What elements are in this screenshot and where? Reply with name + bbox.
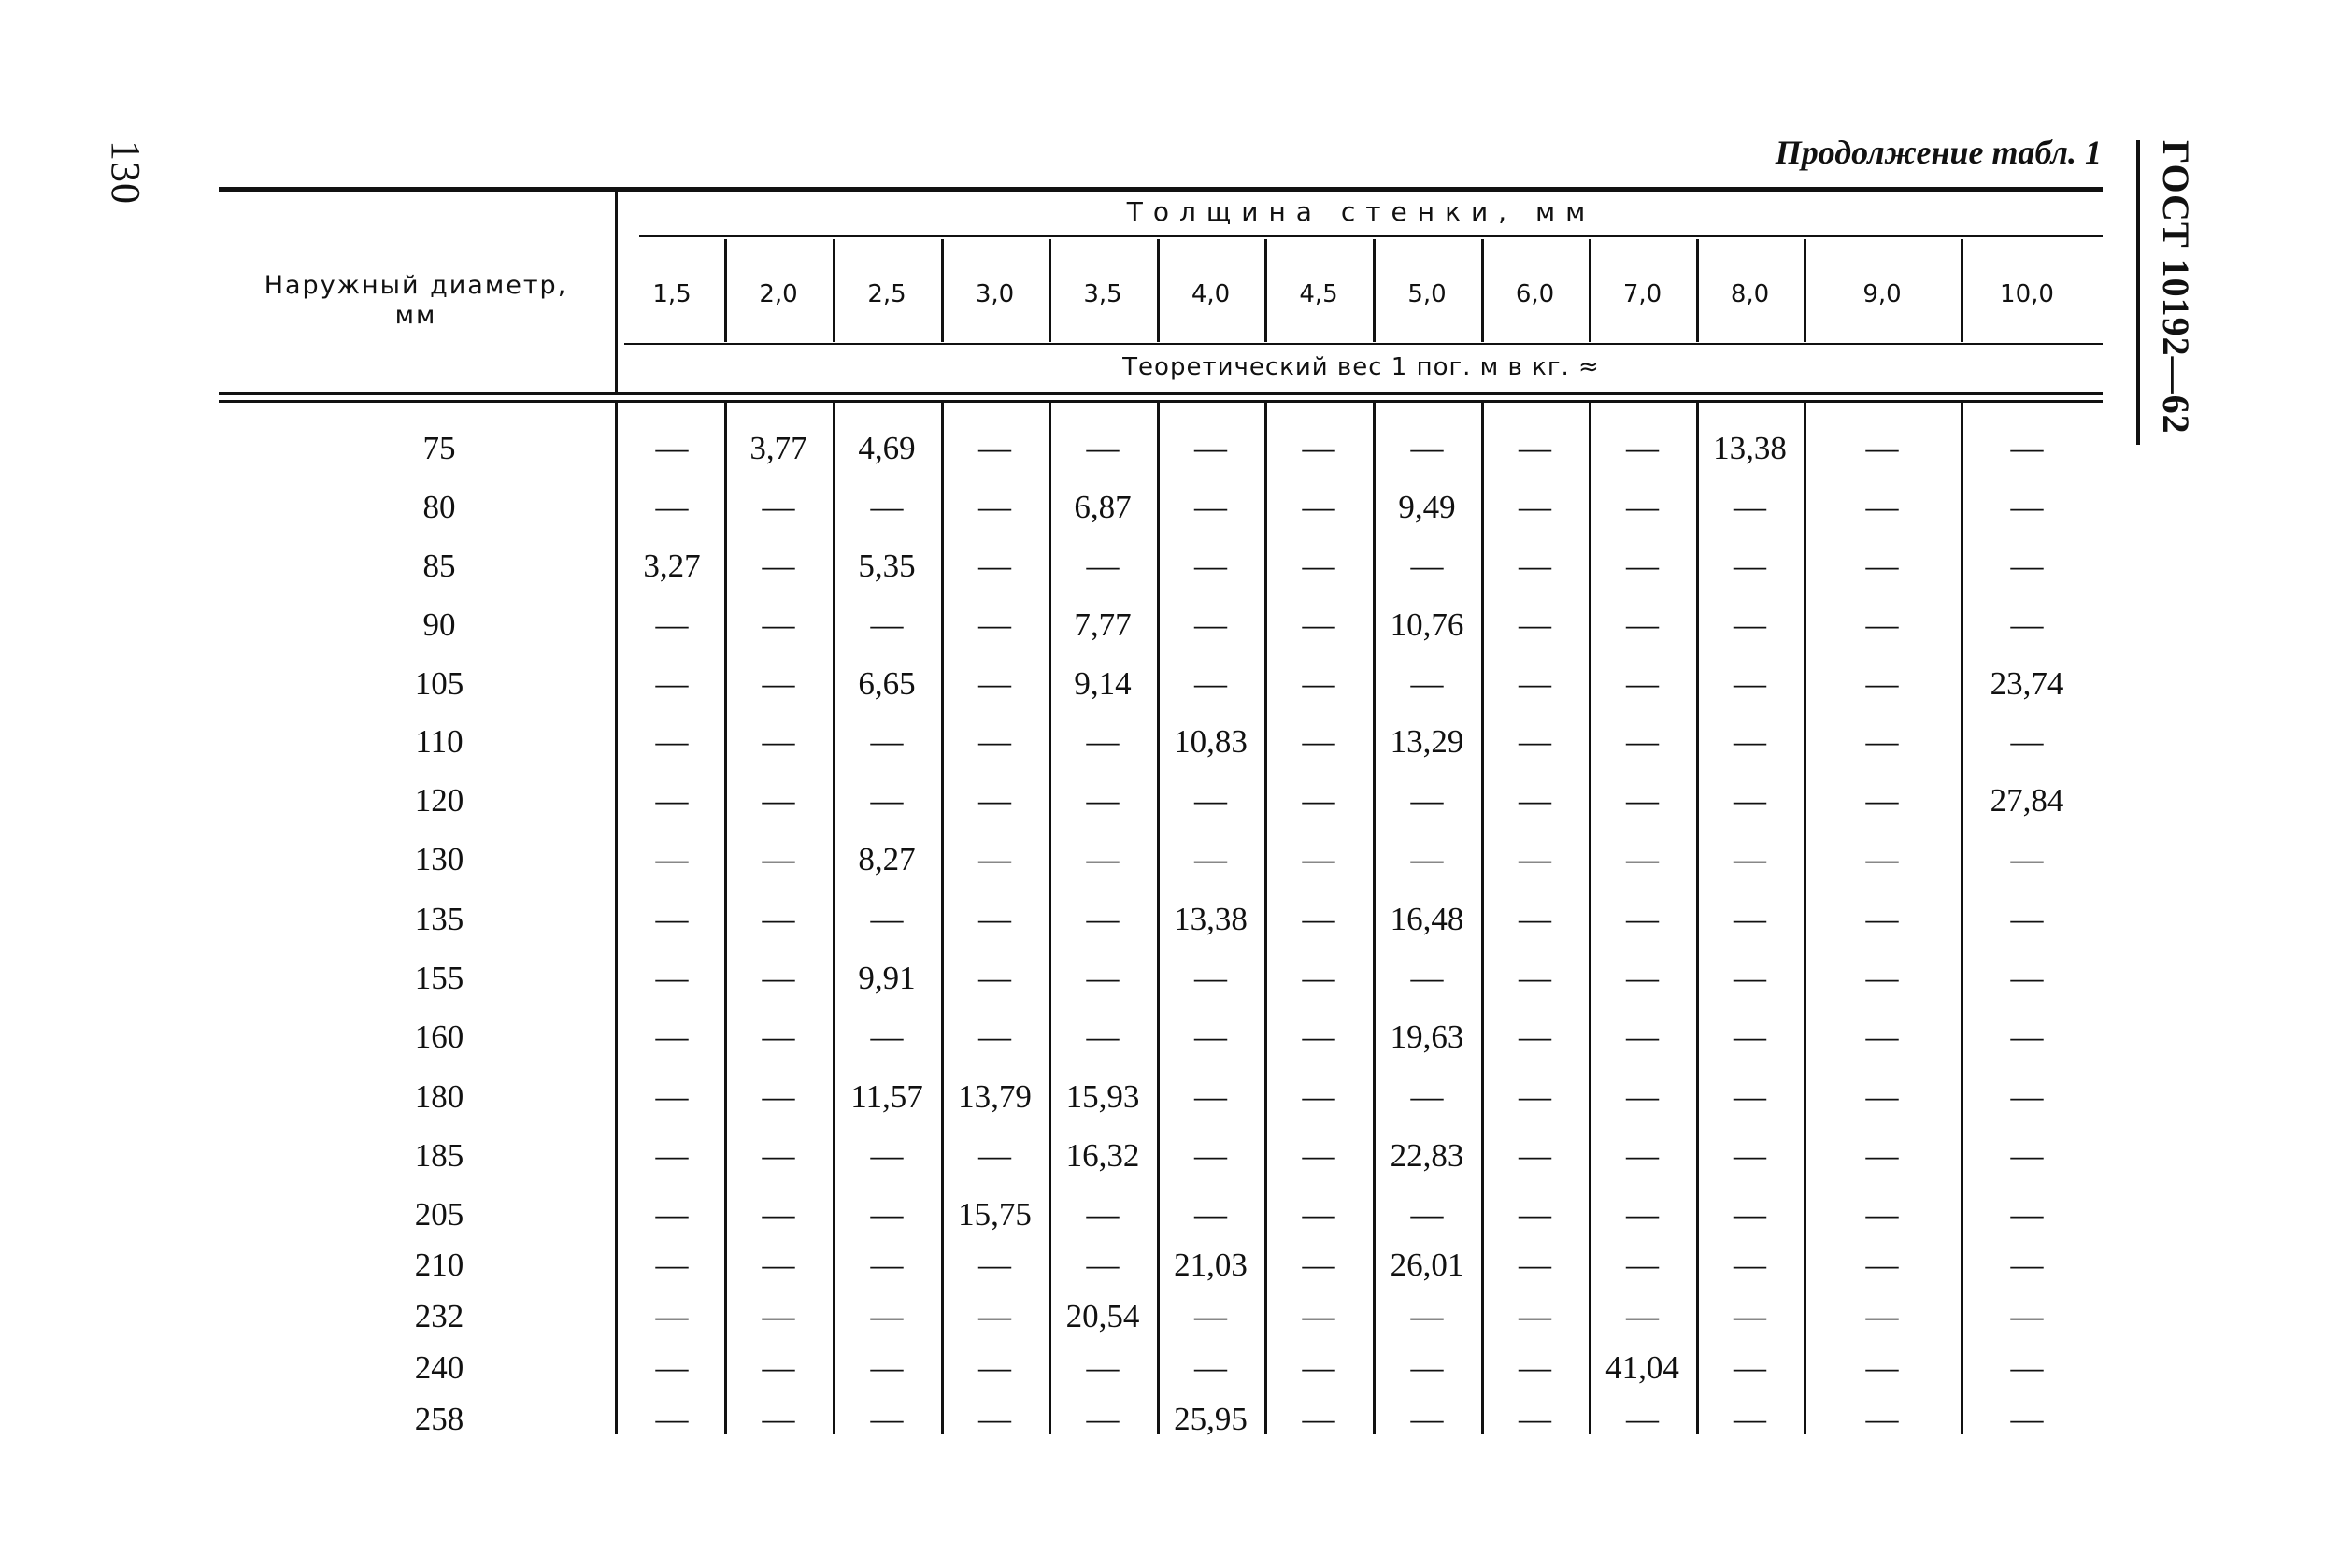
- table-cell: —: [655, 901, 689, 937]
- table-cell: 5,35: [858, 548, 916, 584]
- table-cell: —: [1302, 606, 1335, 643]
- table-cell: —: [2010, 1298, 2044, 1334]
- table-cell: 10,83: [1174, 723, 1248, 760]
- table-cell: —: [762, 1137, 795, 1174]
- table-cell: —: [655, 1401, 689, 1437]
- table-cell: 6,87: [1074, 489, 1132, 525]
- table-cell: —: [655, 1298, 689, 1334]
- table-cell: —: [1519, 1298, 1551, 1334]
- table-cell: —: [1410, 1196, 1444, 1233]
- table-cell: —: [1865, 1019, 1899, 1055]
- table-cell: —: [1086, 548, 1120, 584]
- body-divider: [615, 403, 618, 1434]
- table-cell: —: [655, 1078, 689, 1115]
- table-cell: 3,77: [749, 430, 807, 466]
- table-cell: —: [1626, 1401, 1659, 1437]
- table-cell: —: [1302, 1349, 1335, 1386]
- table-cell: —: [1194, 782, 1227, 819]
- table-cell: —: [1410, 1298, 1444, 1334]
- table-cell: —: [1302, 1247, 1335, 1283]
- table-cell: —: [1302, 782, 1335, 819]
- table-cell: 6,65: [858, 665, 916, 702]
- table-cell: —: [1410, 1349, 1444, 1386]
- table-cell: —: [1626, 960, 1659, 996]
- table-cell: —: [1734, 1196, 1766, 1233]
- side-rule: [2136, 140, 2140, 445]
- table-cell: —: [1086, 841, 1120, 877]
- table-cell: —: [1734, 548, 1766, 584]
- table-cell: —: [1865, 1401, 1899, 1437]
- table-cell: —: [1734, 901, 1766, 937]
- table-cell: —: [655, 1349, 689, 1386]
- table-cell: —: [978, 901, 1011, 937]
- column-divider: [1589, 239, 1591, 342]
- table-cell: —: [978, 1019, 1011, 1055]
- table-cell: —: [978, 548, 1011, 584]
- table-cell: —: [655, 782, 689, 819]
- table-cell: —: [1194, 1196, 1227, 1233]
- row-diameter: 105: [414, 665, 464, 702]
- table-cell: —: [1302, 1196, 1335, 1233]
- row-diameter: 110: [415, 723, 464, 760]
- table-cell: —: [1410, 782, 1444, 819]
- column-divider: [1696, 239, 1699, 342]
- table-cell: —: [1086, 1401, 1120, 1437]
- row-diameter: 185: [414, 1137, 464, 1174]
- table-cell: —: [655, 841, 689, 877]
- table-cell: —: [870, 723, 904, 760]
- table-cell: 9,14: [1074, 665, 1132, 702]
- table-cell: —: [1086, 1349, 1120, 1386]
- row-diameter: 160: [414, 1019, 464, 1055]
- table-cell: —: [1302, 1137, 1335, 1174]
- table-cell: —: [870, 1019, 904, 1055]
- row-header: Наружный диаметр, мм: [264, 271, 568, 330]
- table-cell: —: [1865, 665, 1899, 702]
- table-cell: —: [1626, 665, 1659, 702]
- table-cell: —: [655, 430, 689, 466]
- table-cell: —: [1086, 430, 1120, 466]
- table-cell: 27,84: [1990, 782, 2064, 819]
- table-cell: —: [762, 1401, 795, 1437]
- weight-rule-top: [624, 343, 2103, 345]
- table-cell: 3,27: [643, 548, 701, 584]
- table-cell: —: [1302, 960, 1335, 996]
- table-cell: —: [1410, 960, 1444, 996]
- row-diameter: 232: [414, 1298, 464, 1334]
- table-cell: —: [1734, 606, 1766, 643]
- table-cell: —: [1086, 723, 1120, 760]
- table-cell: —: [762, 782, 795, 819]
- table-cell: —: [2010, 606, 2044, 643]
- table-cell: —: [978, 782, 1011, 819]
- column-header: 10,0: [2000, 280, 2054, 308]
- table-cell: —: [978, 430, 1011, 466]
- row-diameter: 80: [422, 489, 456, 525]
- table-cell: 41,04: [1605, 1349, 1679, 1386]
- table-cell: —: [1626, 782, 1659, 819]
- table-cell: —: [978, 1137, 1011, 1174]
- row-diameter: 120: [414, 782, 464, 819]
- table-cell: —: [870, 782, 904, 819]
- table-cell: 4,69: [858, 430, 916, 466]
- table-cell: —: [1302, 548, 1335, 584]
- table-cell: —: [1734, 1078, 1766, 1115]
- table-cell: —: [1086, 960, 1120, 996]
- table-cell: 13,79: [958, 1078, 1032, 1115]
- table-cell: 13,38: [1713, 430, 1787, 466]
- table-cell: —: [1865, 960, 1899, 996]
- table-cell: —: [1086, 1019, 1120, 1055]
- table-cell: —: [2010, 1078, 2044, 1115]
- table-cell: —: [1302, 665, 1335, 702]
- table-cell: —: [1626, 1137, 1659, 1174]
- column-header: 9,0: [1862, 280, 1902, 308]
- table-cell: —: [1519, 430, 1551, 466]
- column-divider: [941, 239, 944, 342]
- column-header: 3,5: [1083, 280, 1122, 308]
- table-cell: —: [1410, 1078, 1444, 1115]
- column-header: 4,5: [1299, 280, 1338, 308]
- table-cell: —: [655, 489, 689, 525]
- table-cell: —: [1519, 1137, 1551, 1174]
- table-cell: —: [1865, 606, 1899, 643]
- table-cell: —: [978, 723, 1011, 760]
- table-cell: —: [870, 1196, 904, 1233]
- table-cell: —: [1519, 606, 1551, 643]
- table-cell: —: [1734, 665, 1766, 702]
- table-caption: Продолжение табл. 1: [1775, 134, 2102, 171]
- table-cell: 22,83: [1390, 1137, 1464, 1174]
- table-cell: —: [1086, 901, 1120, 937]
- table-cell: —: [1734, 489, 1766, 525]
- standard-designation: ГОСТ 10192—62: [2155, 140, 2197, 435]
- table-cell: —: [2010, 1247, 2044, 1283]
- table-cell: —: [655, 723, 689, 760]
- table-cell: 26,01: [1390, 1247, 1464, 1283]
- table-cell: —: [1626, 548, 1659, 584]
- row-diameter: 180: [414, 1078, 464, 1115]
- table-cell: —: [1194, 1349, 1227, 1386]
- table-cell: —: [1865, 841, 1899, 877]
- table-cell: —: [1519, 723, 1551, 760]
- table-cell: —: [2010, 430, 2044, 466]
- table-cell: —: [1626, 1196, 1659, 1233]
- table-cell: —: [1865, 723, 1899, 760]
- table-cell: —: [1519, 1401, 1551, 1437]
- table-cell: —: [2010, 901, 2044, 937]
- row-diameter: 85: [422, 548, 456, 584]
- table-cell: —: [870, 489, 904, 525]
- table-cell: —: [978, 489, 1011, 525]
- table-cell: —: [1865, 430, 1899, 466]
- table-cell: —: [1626, 489, 1659, 525]
- table-cell: —: [762, 901, 795, 937]
- table-cell: —: [1086, 1247, 1120, 1283]
- table-cell: —: [762, 1298, 795, 1334]
- table-cell: —: [1410, 665, 1444, 702]
- table-cell: —: [1519, 1078, 1551, 1115]
- table-cell: 9,49: [1398, 489, 1456, 525]
- header-rule-2: [219, 400, 2103, 403]
- table-cell: —: [1194, 430, 1227, 466]
- table-cell: —: [1194, 1019, 1227, 1055]
- table-cell: —: [870, 901, 904, 937]
- column-header: 1,5: [652, 280, 692, 308]
- table-cell: —: [1519, 548, 1551, 584]
- table-cell: —: [762, 1349, 795, 1386]
- table-cell: —: [1194, 606, 1227, 643]
- table-cell: —: [2010, 489, 2044, 525]
- table-cell: —: [1734, 1019, 1766, 1055]
- table-cell: —: [655, 960, 689, 996]
- table-cell: —: [978, 1247, 1011, 1283]
- table-cell: —: [1302, 841, 1335, 877]
- table-cell: —: [978, 1401, 1011, 1437]
- table-cell: —: [1194, 841, 1227, 877]
- table-cell: —: [1865, 782, 1899, 819]
- table-cell: —: [1519, 782, 1551, 819]
- table-cell: 16,32: [1065, 1137, 1140, 1174]
- weight-header: Теоретический вес 1 пог. м в кг. ≈: [1122, 353, 1600, 381]
- row-diameter: 135: [414, 901, 464, 937]
- table-cell: —: [870, 606, 904, 643]
- table-cell: —: [762, 841, 795, 877]
- table-cell: —: [1519, 1196, 1551, 1233]
- table-cell: —: [1519, 665, 1551, 702]
- column-divider: [1373, 239, 1376, 342]
- column-divider: [833, 239, 835, 342]
- table-cell: —: [1865, 1137, 1899, 1174]
- column-header: 7,0: [1622, 280, 1662, 308]
- table-cell: —: [1626, 1019, 1659, 1055]
- table-cell: —: [1302, 1019, 1335, 1055]
- table-cell: 15,75: [958, 1196, 1032, 1233]
- table-cell: —: [1734, 1137, 1766, 1174]
- table-cell: 10,76: [1390, 606, 1464, 643]
- table-cell: —: [1302, 430, 1335, 466]
- table-cell: —: [1865, 1298, 1899, 1334]
- table-cell: —: [1519, 841, 1551, 877]
- table-cell: —: [2010, 1401, 2044, 1437]
- column-header: 2,5: [867, 280, 906, 308]
- header-rule-1: [219, 392, 2103, 395]
- column-header: 3,0: [975, 280, 1015, 308]
- table-cell: 21,03: [1174, 1247, 1248, 1283]
- table-cell: —: [655, 606, 689, 643]
- table-cell: —: [1410, 548, 1444, 584]
- table-cell: —: [762, 1247, 795, 1283]
- table-cell: —: [1519, 901, 1551, 937]
- table-cell: 13,38: [1174, 901, 1248, 937]
- table-cell: —: [762, 606, 795, 643]
- table-cell: —: [978, 1298, 1011, 1334]
- table-cell: 7,77: [1074, 606, 1132, 643]
- table-cell: —: [978, 665, 1011, 702]
- table-cell: —: [1865, 1247, 1899, 1283]
- table-cell: —: [1626, 1247, 1659, 1283]
- table-cell: —: [2010, 841, 2044, 877]
- column-header: 2,0: [759, 280, 798, 308]
- table-cell: —: [2010, 1019, 2044, 1055]
- table-cell: —: [978, 960, 1011, 996]
- table-cell: —: [1086, 782, 1120, 819]
- column-divider: [1961, 239, 1963, 342]
- table-cell: —: [1519, 489, 1551, 525]
- table-cell: —: [1626, 606, 1659, 643]
- column-divider: [1157, 239, 1160, 342]
- column-header: 8,0: [1730, 280, 1770, 308]
- table-cell: —: [2010, 1137, 2044, 1174]
- table-cell: 15,93: [1065, 1078, 1140, 1115]
- column-divider: [724, 239, 727, 342]
- row-diameter: 205: [414, 1196, 464, 1233]
- table-cell: —: [1865, 1078, 1899, 1115]
- table-cell: —: [1194, 489, 1227, 525]
- table-cell: 8,27: [858, 841, 916, 877]
- table-cell: 9,91: [858, 960, 916, 996]
- table-cell: —: [1410, 430, 1444, 466]
- table-cell: 13,29: [1390, 723, 1464, 760]
- table-cell: —: [762, 548, 795, 584]
- column-divider: [1481, 239, 1484, 342]
- table-cell: —: [1626, 1298, 1659, 1334]
- table-cell: —: [1734, 960, 1766, 996]
- table-cell: —: [1865, 548, 1899, 584]
- table-cell: —: [1302, 1078, 1335, 1115]
- table-cell: —: [978, 606, 1011, 643]
- table-cell: 19,63: [1390, 1019, 1464, 1055]
- table-cell: —: [1410, 841, 1444, 877]
- table-cell: —: [762, 1196, 795, 1233]
- table-cell: —: [978, 841, 1011, 877]
- column-header: 4,0: [1191, 280, 1231, 308]
- table-cell: —: [1519, 1019, 1551, 1055]
- table-cell: —: [870, 1349, 904, 1386]
- table-cell: —: [762, 1078, 795, 1115]
- table-cell: —: [1410, 1401, 1444, 1437]
- table-cell: —: [1734, 1298, 1766, 1334]
- table-cell: —: [1734, 1349, 1766, 1386]
- table-cell: —: [1302, 1401, 1335, 1437]
- row-diameter: 130: [414, 841, 464, 877]
- row-diameter: 75: [422, 430, 456, 466]
- table-cell: —: [1734, 1247, 1766, 1283]
- table-cell: —: [1194, 960, 1227, 996]
- table-cell: 11,57: [850, 1078, 923, 1115]
- table-cell: —: [2010, 960, 2044, 996]
- table-cell: —: [1519, 1349, 1551, 1386]
- table-cell: —: [655, 1196, 689, 1233]
- table-cell: —: [1626, 430, 1659, 466]
- table-cell: —: [1865, 489, 1899, 525]
- column-header: 6,0: [1515, 280, 1555, 308]
- table-cell: —: [655, 1137, 689, 1174]
- table-cell: —: [655, 1019, 689, 1055]
- table-cell: —: [1194, 1137, 1227, 1174]
- table-cell: —: [1194, 1078, 1227, 1115]
- table-cell: —: [1626, 1078, 1659, 1115]
- table-cell: —: [1194, 665, 1227, 702]
- table-cell: —: [870, 1137, 904, 1174]
- column-divider: [1264, 239, 1267, 342]
- table-cell: —: [1302, 723, 1335, 760]
- column-divider: [1049, 239, 1051, 342]
- table-cell: —: [762, 665, 795, 702]
- table-cell: —: [1734, 841, 1766, 877]
- table-cell: —: [870, 1298, 904, 1334]
- table-cell: —: [762, 1019, 795, 1055]
- group-rule: [639, 235, 2103, 237]
- table-cell: —: [1302, 901, 1335, 937]
- row-diameter: 90: [422, 606, 456, 643]
- table-cell: —: [762, 723, 795, 760]
- column-header: 5,0: [1407, 280, 1447, 308]
- row-diameter: 258: [414, 1401, 464, 1437]
- table-cell: —: [655, 665, 689, 702]
- table-cell: —: [2010, 723, 2044, 760]
- table-cell: —: [1194, 1298, 1227, 1334]
- table-cell: —: [2010, 1196, 2044, 1233]
- column-divider: [1804, 239, 1806, 342]
- table-cell: —: [1865, 901, 1899, 937]
- table-cell: 25,95: [1174, 1401, 1248, 1437]
- table-cell: —: [1519, 960, 1551, 996]
- table-cell: —: [1626, 841, 1659, 877]
- header-divider: [615, 187, 618, 394]
- table-cell: —: [1734, 723, 1766, 760]
- table-cell: —: [762, 960, 795, 996]
- table-cell: —: [762, 489, 795, 525]
- table-cell: —: [1626, 901, 1659, 937]
- table-cell: —: [2010, 1349, 2044, 1386]
- group-header: Толщина стенки, мм: [1126, 196, 1596, 227]
- table-cell: —: [870, 1247, 904, 1283]
- table-cell: —: [1302, 1298, 1335, 1334]
- table-cell: —: [870, 1401, 904, 1437]
- table-cell: —: [1519, 1247, 1551, 1283]
- row-diameter: 210: [414, 1247, 464, 1283]
- table-cell: 16,48: [1390, 901, 1464, 937]
- table-cell: —: [1086, 1196, 1120, 1233]
- top-rule: [219, 187, 2103, 192]
- row-diameter: 155: [414, 960, 464, 996]
- table-cell: —: [655, 1247, 689, 1283]
- table-cell: —: [1626, 723, 1659, 760]
- table-cell: —: [1865, 1196, 1899, 1233]
- table-cell: —: [978, 1349, 1011, 1386]
- table-cell: —: [1302, 489, 1335, 525]
- table-cell: —: [2010, 548, 2044, 584]
- table-cell: —: [1734, 1401, 1766, 1437]
- table-cell: —: [1194, 548, 1227, 584]
- table-cell: —: [1865, 1349, 1899, 1386]
- page-number: 130: [103, 140, 149, 205]
- row-diameter: 240: [414, 1349, 464, 1386]
- table-cell: 23,74: [1990, 665, 2064, 702]
- table-cell: —: [1734, 782, 1766, 819]
- table-cell: 20,54: [1065, 1298, 1140, 1334]
